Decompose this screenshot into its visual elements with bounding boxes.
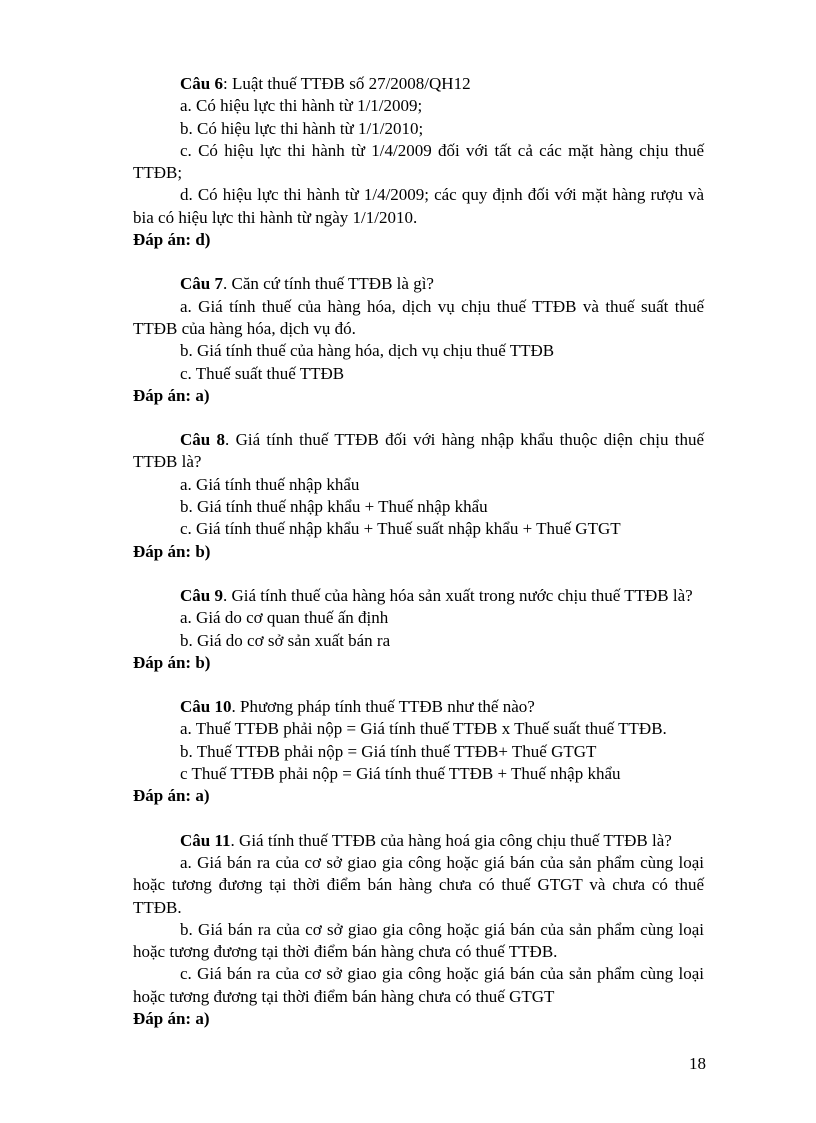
- question-list: [133, 73, 704, 1052]
- option-c: c. Giá bán ra của cơ sở giao gia công hoặc giá bán của sản phẩm cùng loại hoặc tương đương tại thời điểm bán hàng chưa có thuế GTGT: [133, 964, 704, 1006]
- question-title: [133, 429, 704, 474]
- question-9: [133, 585, 704, 674]
- option-a: a. Giá tính thuế của hàng hóa, dịch vụ chịu thuế TTĐB và thuế suất thuế TTĐB của hàng hóa, dịch vụ đó.: [133, 296, 704, 338]
- question-text: Giá tính thuế của hàng hóa sản xuất trong nước chịu thuế TTĐB là?: [231, 585, 693, 605]
- option-c: c. Có hiệu lực thi hành từ 1/4/2009 đối với tất cả các mặt hàng chịu thuế TTĐB;: [133, 140, 704, 183]
- question-11: [133, 830, 704, 1031]
- question-text: Căn cứ tính thuế TTĐB là gì?: [231, 274, 434, 294]
- question-8: [133, 429, 704, 563]
- question-separator: .: [231, 697, 240, 717]
- answer-label: Đáp án: a): [133, 1008, 210, 1028]
- option-c: c. Giá tính thuế nhập khẩu + Thuế suất nhập khẩu + Thuế GTGT: [180, 519, 621, 539]
- answer-label: Đáp án: b): [133, 541, 211, 561]
- question-text: Giá tính thuế TTĐB đối với hàng nhập khẩu thuộc diện chịu thuế TTĐB là?: [133, 430, 705, 472]
- option-a: a. Giá bán ra của cơ sở giao gia công hoặc giá bán của sản phẩm cùng loại hoặc tương đương tại thời điểm bán hàng chưa có thuế GTGT và chưa có thuế TTĐB.: [133, 852, 704, 917]
- option-b: b. Thuế TTĐB phải nộp = Giá tính thuế TTĐB+ Thuế GTGT: [180, 741, 597, 761]
- option-c: c. Thuế suất thuế TTĐB: [180, 363, 345, 383]
- question-title: [133, 73, 704, 95]
- option-a: a. Giá tính thuế nhập khẩu: [180, 474, 360, 494]
- question-text: Luật thuế TTĐB số 27/2008/QH12: [231, 74, 471, 93]
- option-a: a. Có hiệu lực thi hành từ 1/1/2009;: [180, 96, 423, 116]
- question-title: [133, 830, 704, 852]
- option-b: b. Giá bán ra của cơ sở giao gia công hoặc giá bán của sản phẩm cùng loại hoặc tương đương tại thời điểm bán hàng chưa có thuế TTĐB.: [133, 919, 704, 962]
- question-number: Câu 9: [180, 585, 223, 605]
- option-d: d. Có hiệu lực thi hành từ 1/4/2009; các quy định đối với mặt hàng rượu và bia có hiệu lực thi hành từ ngày 1/1/2010.: [133, 185, 704, 227]
- option-b: b. Giá tính thuế nhập khẩu + Thuế nhập khẩu: [180, 497, 488, 517]
- question-number: Câu 6: [180, 74, 223, 93]
- question-6: [133, 73, 704, 251]
- question-number: Câu 10: [180, 697, 232, 717]
- option-a: a. Thuế TTĐB phải nộp = Giá tính thuế TTĐB x Thuế suất thuế TTĐB.: [180, 719, 667, 739]
- option-b: b. Có hiệu lực thi hành từ 1/1/2010;: [180, 118, 424, 138]
- answer-label: Đáp án: a): [133, 786, 210, 806]
- answer-label: Đáp án: b): [133, 652, 211, 672]
- question-separator: .: [230, 830, 240, 850]
- question-number: Câu 11: [180, 830, 231, 850]
- question-title: [133, 696, 704, 718]
- question-number: Câu 7: [180, 274, 223, 294]
- option-c: c Thuế TTĐB phải nộp = Giá tính thuế TTĐB + Thuế nhập khẩu: [180, 764, 621, 784]
- question-separator: .: [222, 274, 232, 294]
- question-separator: :: [222, 74, 232, 93]
- question-text: Giá tính thuế TTĐB của hàng hoá gia công chịu thuế TTĐB là?: [239, 830, 672, 850]
- question-text: Phương pháp tính thuế TTĐB như thế nào?: [239, 697, 535, 717]
- question-10: [133, 696, 704, 807]
- question-7: [133, 273, 704, 407]
- option-b: b. Giá do cơ sở sản xuất bán ra: [180, 630, 391, 650]
- option-a: a. Giá do cơ quan thuế ấn định: [180, 608, 389, 628]
- question-title: [133, 585, 704, 607]
- question-separator: .: [225, 430, 236, 450]
- page-number: 18: [689, 1054, 706, 1073]
- question-number: Câu 8: [180, 430, 226, 450]
- question-separator: .: [222, 585, 232, 605]
- option-b: b. Giá tính thuế của hàng hóa, dịch vụ chịu thuế TTĐB: [180, 341, 555, 361]
- answer-label: Đáp án: a): [133, 385, 210, 405]
- question-title: [133, 273, 704, 295]
- answer-label: Đáp án: d): [133, 230, 211, 250]
